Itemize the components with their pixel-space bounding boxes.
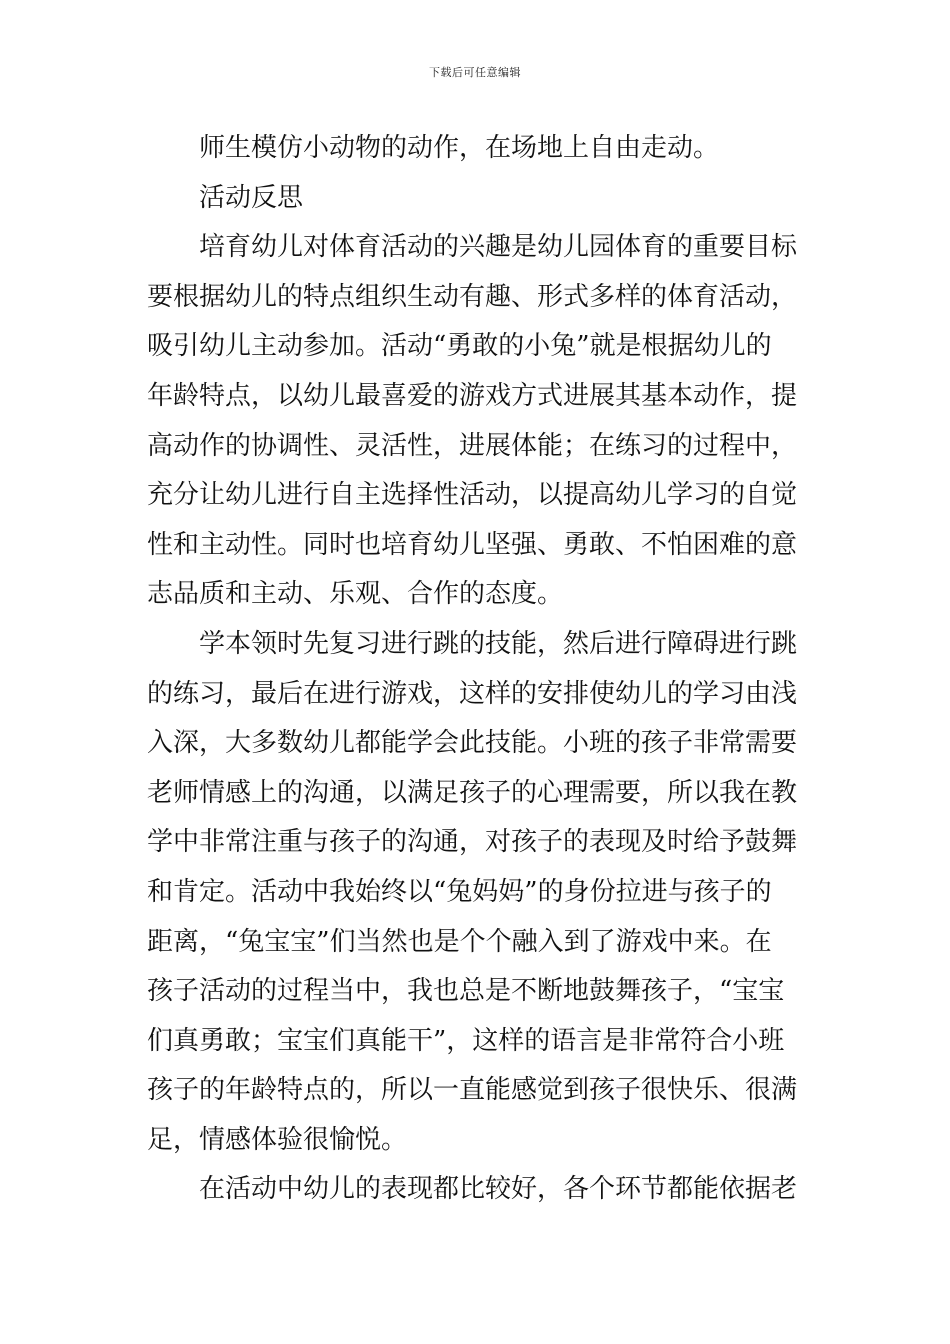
text-line: 的练习，最后在进行游戏，这样的安排使幼儿的学习由浅 bbox=[147, 678, 798, 709]
text-line: 性和主动性。同时也培育幼儿坚强、勇敢、不怕困难的意 bbox=[147, 529, 798, 560]
text-line: 入深，大多数幼儿都能学会此技能。小班的孩子非常需要 bbox=[147, 728, 798, 759]
text-line: 孩子活动的过程当中，我也总是不断地鼓舞孩子，“宝宝 bbox=[147, 976, 785, 1007]
text-line: 高动作的协调性、灵活性，进展体能；在练习的过程中， bbox=[147, 430, 798, 461]
text-line: 师生模仿小动物的动作，在场地上自由走动。 bbox=[199, 133, 720, 163]
text-line: 们真勇敢；宝宝们真能干”，这样的语言是非常符合小班 bbox=[147, 1025, 785, 1056]
text-line: 志品质和主动、乐观、合作的态度。 bbox=[147, 579, 564, 610]
body-text bbox=[147, 124, 811, 1215]
text-line: 充分让幼儿进行自主选择性活动，以提高幼儿学习的自觉 bbox=[147, 480, 798, 511]
text-line: 学中非常注重与孩子的沟通，对孩子的表现及时给予鼓舞 bbox=[147, 827, 798, 858]
text-line: 足，情感体验很愉悦。 bbox=[147, 1124, 408, 1155]
text-line: 距离，“兔宝宝”们当然也是个个融入到了游戏中来。在 bbox=[147, 926, 772, 957]
text-line: 老师情感上的沟通，以满足孩子的心理需要，所以我在教 bbox=[147, 777, 798, 808]
text-line: 在活动中幼儿的表现都比较好，各个环节都能依据老 bbox=[199, 1174, 798, 1205]
section-heading: 活动反思 bbox=[199, 182, 304, 213]
text-line: 培育幼儿对体育活动的兴趣是幼儿园体育的重要目标 bbox=[199, 232, 798, 263]
text-line: 吸引幼儿主动参加。活动“勇敢的小兔”就是根据幼儿的 bbox=[147, 331, 772, 362]
text-line: 要根据幼儿的特点组织生动有趣、形式多样的体育活动， bbox=[147, 281, 798, 312]
text-line: 学本领时先复习进行跳的技能，然后进行障碍进行跳 bbox=[199, 628, 798, 659]
text-line: 年龄特点，以幼儿最喜爱的游戏方式进展其基本动作，提 bbox=[147, 380, 798, 411]
text-line: 和肯定。活动中我始终以“兔妈妈”的身份拉进与孩子的 bbox=[147, 876, 772, 907]
text-line: 孩子的年龄特点的，所以一直能感觉到孩子很快乐、很满 bbox=[147, 1075, 798, 1106]
page-header: 下载后可任意编辑 bbox=[429, 66, 521, 79]
